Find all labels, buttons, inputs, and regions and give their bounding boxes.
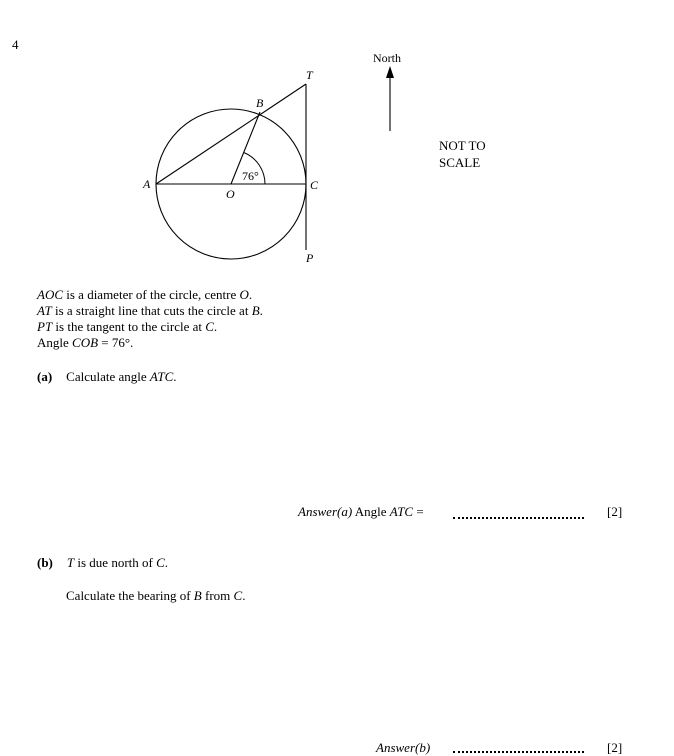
fact-2-text: is a straight line that cuts the circle at	[51, 303, 252, 318]
fact-1-text: is a diameter of the circle, centre	[63, 287, 240, 302]
part-a-label: (a)	[37, 369, 53, 384]
part-a-question	[37, 369, 177, 385]
fact-3-text: is the tangent to the circle at	[52, 319, 206, 334]
fact-4-text: = 76°.	[98, 335, 134, 350]
part-a-text: Calculate angle	[66, 369, 150, 384]
note-line-1: NOT TO	[439, 138, 486, 153]
part-b-italic: T	[66, 555, 75, 570]
part-b-label: (b)	[37, 555, 53, 570]
part-b-q-italic: B	[193, 588, 202, 603]
part-a-italic: ATC	[149, 369, 174, 384]
part-b-q-mid: from	[201, 588, 234, 603]
part-a-marks: [2]	[607, 504, 623, 519]
fact-2	[37, 303, 263, 319]
label-C: C	[310, 178, 319, 192]
fact-3-italic: PT	[37, 319, 53, 334]
answer-a-text: Angle	[352, 504, 390, 519]
answer-b-line	[376, 740, 430, 756]
part-b-q-italic2: C	[233, 588, 243, 603]
given-facts	[37, 287, 263, 351]
part-b-italic2: C	[156, 555, 165, 570]
label-B: B	[256, 96, 264, 110]
part-b-text: is due north of	[74, 555, 157, 570]
question-number: 4	[12, 37, 19, 52]
label-A: A	[143, 177, 151, 191]
answer-b-field[interactable]	[453, 751, 584, 753]
label-angle: 76°	[242, 169, 259, 183]
fact-4	[37, 335, 263, 351]
fact-1-italic: AOC	[37, 287, 63, 302]
part-b-question	[66, 588, 245, 604]
line-AT	[156, 84, 306, 184]
fact-1	[37, 287, 263, 303]
label-north: North	[373, 51, 401, 65]
part-b-q-pre: Calculate the bearing of	[66, 588, 194, 603]
label-P: P	[306, 251, 314, 265]
note-line-2: SCALE	[439, 155, 481, 170]
fact-2-italic2: B	[251, 303, 260, 318]
fact-1-italic2: O	[239, 287, 249, 302]
part-b-marks: [2]	[607, 740, 623, 755]
fact-4-italic: COB	[72, 335, 99, 350]
answer-b-prefix: Answer(b)	[376, 740, 431, 755]
label-O: O	[226, 187, 235, 201]
fact-4-pre: Angle	[37, 335, 73, 350]
part-b-end: .	[164, 555, 169, 570]
answer-a-prefix: Answer(a)	[298, 504, 353, 519]
part-b-statement	[37, 555, 168, 571]
fact-3	[37, 319, 263, 335]
north-arrow-head	[386, 66, 394, 78]
answer-a-line	[298, 504, 424, 520]
label-T: T	[306, 68, 313, 82]
geometry-diagram	[0, 0, 674, 300]
part-a-end: .	[173, 369, 177, 384]
not-to-scale-note	[439, 137, 486, 171]
fact-3-italic2: C	[205, 319, 214, 334]
fact-3-end: .	[213, 319, 218, 334]
answer-a-eq: =	[413, 504, 424, 519]
fact-2-italic: AT	[37, 303, 52, 318]
fact-1-end: .	[248, 287, 253, 302]
answer-a-italic: ATC	[389, 504, 414, 519]
answer-a-field[interactable]	[453, 517, 584, 519]
fact-2-end: .	[259, 303, 263, 318]
part-b-q-end: .	[242, 588, 246, 603]
